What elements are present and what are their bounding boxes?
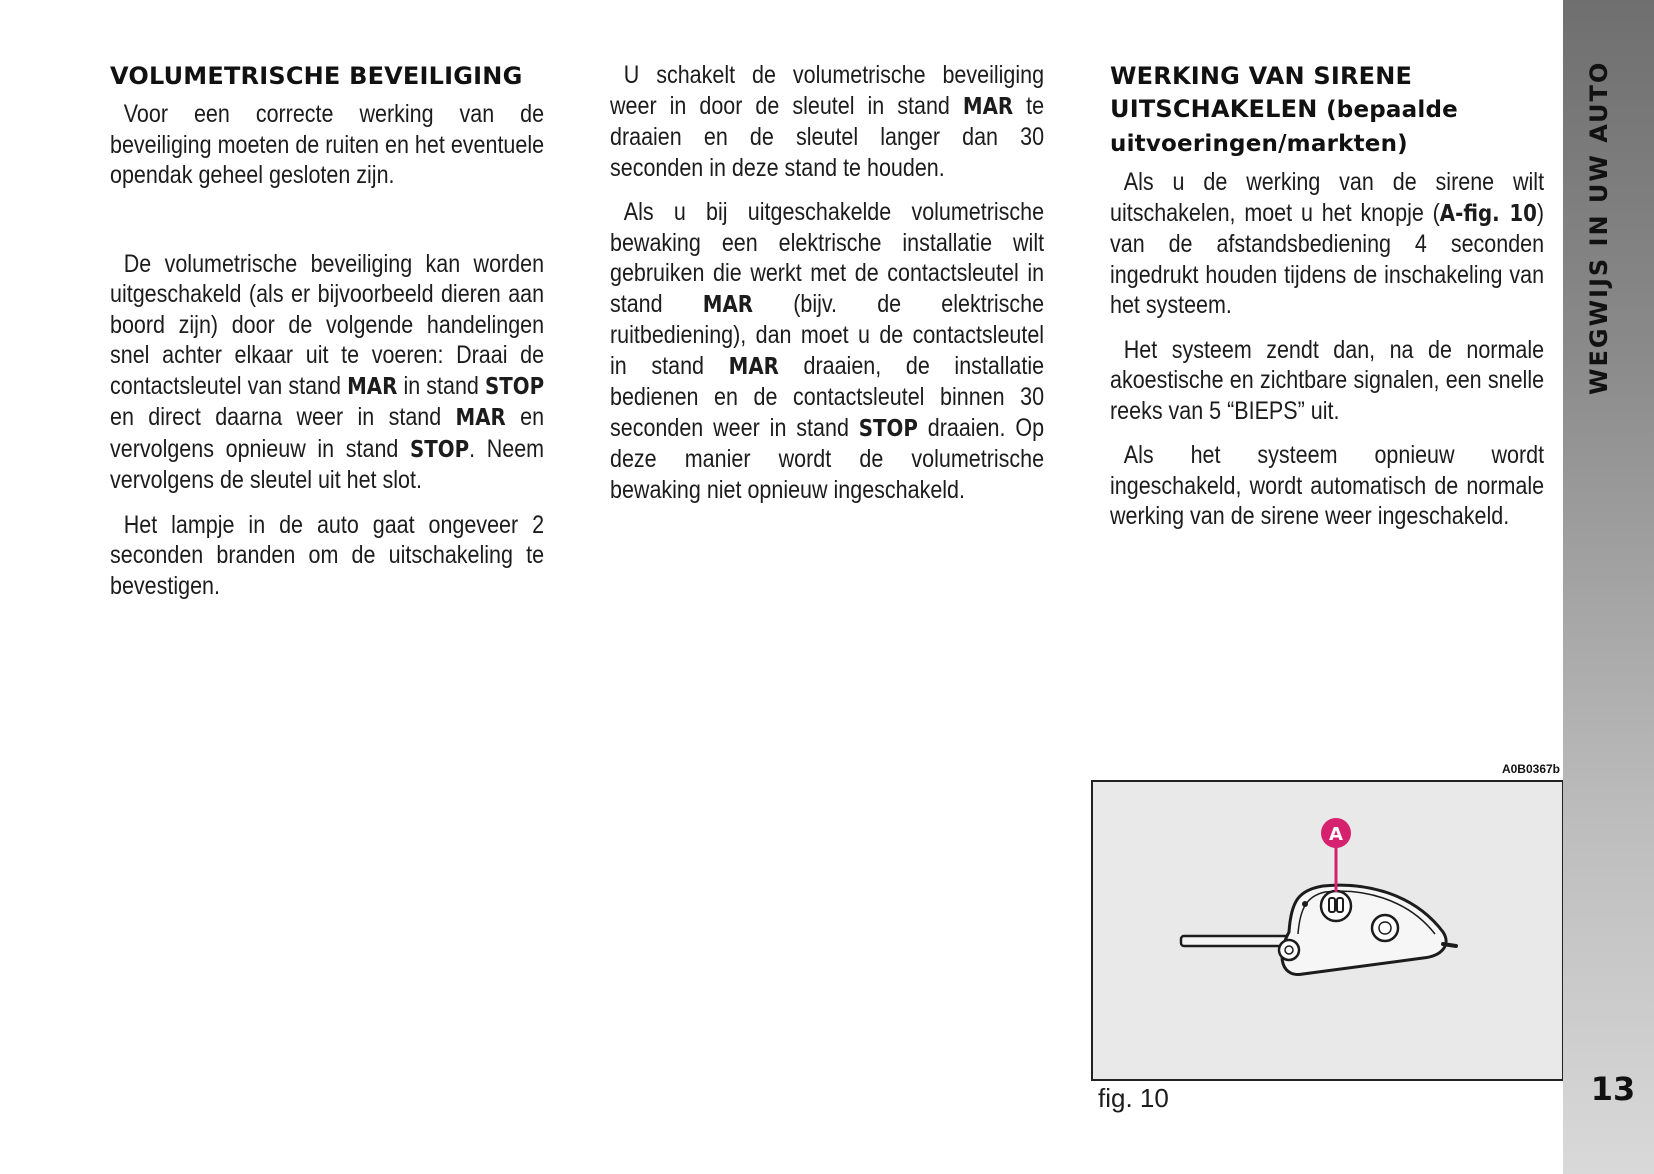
key-blade bbox=[1181, 936, 1289, 946]
button-a bbox=[1321, 891, 1351, 921]
paragraph: U schakelt de volumetrische beveiliging weer in door de sleutel in stand MAR te draaien en de sleutel langer dan 30 seconden in deze stand te houden. bbox=[610, 61, 1045, 182]
section-heading-siren: WERKING VAN SIRENE UITSCHAKELEN (bepaalde uitvoeringen/markten) bbox=[1110, 62, 1458, 157]
key-fob-body bbox=[1282, 885, 1446, 974]
paragraph: Het lampje in de auto gaat ongeveer 2 seconden branden om de uitschakeling te bevestigen. bbox=[110, 510, 545, 600]
page-number: 13 bbox=[1590, 1070, 1636, 1108]
figure-caption: fig. 10 bbox=[1098, 1083, 1169, 1113]
paragraph: Als het systeem opnieuw wordt ingeschakeld, wordt automatisch de normale werking van de sirene weer ingeschakeld. bbox=[1110, 441, 1545, 530]
callout-label: A bbox=[1329, 824, 1343, 845]
chapter-title: WEGWIJS IN UW AUTO bbox=[1585, 60, 1613, 395]
paragraph: Voor een correcte werking van de beveiliging moeten de ruiten en het eventuele opendak geheel gesloten zijn. bbox=[110, 100, 545, 189]
paragraph: De volumetrische beveiliging kan worden uitgeschakeld (als er bijvoorbeeld dieren aan boord zijn) door de volgende handelingen snel achter elkaar uit te voeren: Draai de contactsleutel van stand MAR in stand STOP en direct daarna weer in stand MAR en vervolgens opnieuw in stand STOP. Neem vervolgens de sleutel uit het slot. bbox=[110, 249, 545, 494]
figure-remote-key bbox=[1091, 780, 1564, 1081]
column-3 bbox=[1110, 60, 1544, 546]
paragraph: Als u de werking van de sirene wilt uitschakelen, moet u het knopje (A-fig. 10) van de afstandsbediening 4 seconden ingedrukt houden tijdens de inschakeling van het systeem. bbox=[1110, 168, 1545, 319]
section-heading-volumetric: VOLUMETRISCHE BEVEILIGING bbox=[110, 62, 523, 90]
remote-key-illustration bbox=[1093, 782, 1562, 1079]
column-1 bbox=[110, 60, 544, 615]
key-ring-hole bbox=[1279, 940, 1299, 960]
spacer bbox=[110, 205, 544, 249]
key-fob-tail bbox=[1443, 944, 1456, 946]
paragraph: Als u bij uitgeschakelde volumetrische bewaking een elektrische installatie wilt gebruiken die werkt met de contactsleutel in stand MAR (bijv. de elektrische ruitbediening), dan moet u de contactsleutel in stand MAR draaien, de installatie bedienen en de contactsleutel binnen 30 seconden weer in stand STOP draaien. Op deze manier wordt de volumetrische bewaking niet opnieuw ingeschakeld. bbox=[610, 198, 1045, 504]
column-2 bbox=[610, 60, 1044, 519]
button-unlock bbox=[1372, 915, 1398, 941]
figure-code: A0B0367b bbox=[1501, 762, 1560, 776]
fob-indicator-dot bbox=[1302, 901, 1308, 907]
paragraph: Het systeem zendt dan, na de normale akoestische en zichtbare signalen, een snelle reeks van 5 “BIEPS” uit. bbox=[1110, 335, 1545, 425]
